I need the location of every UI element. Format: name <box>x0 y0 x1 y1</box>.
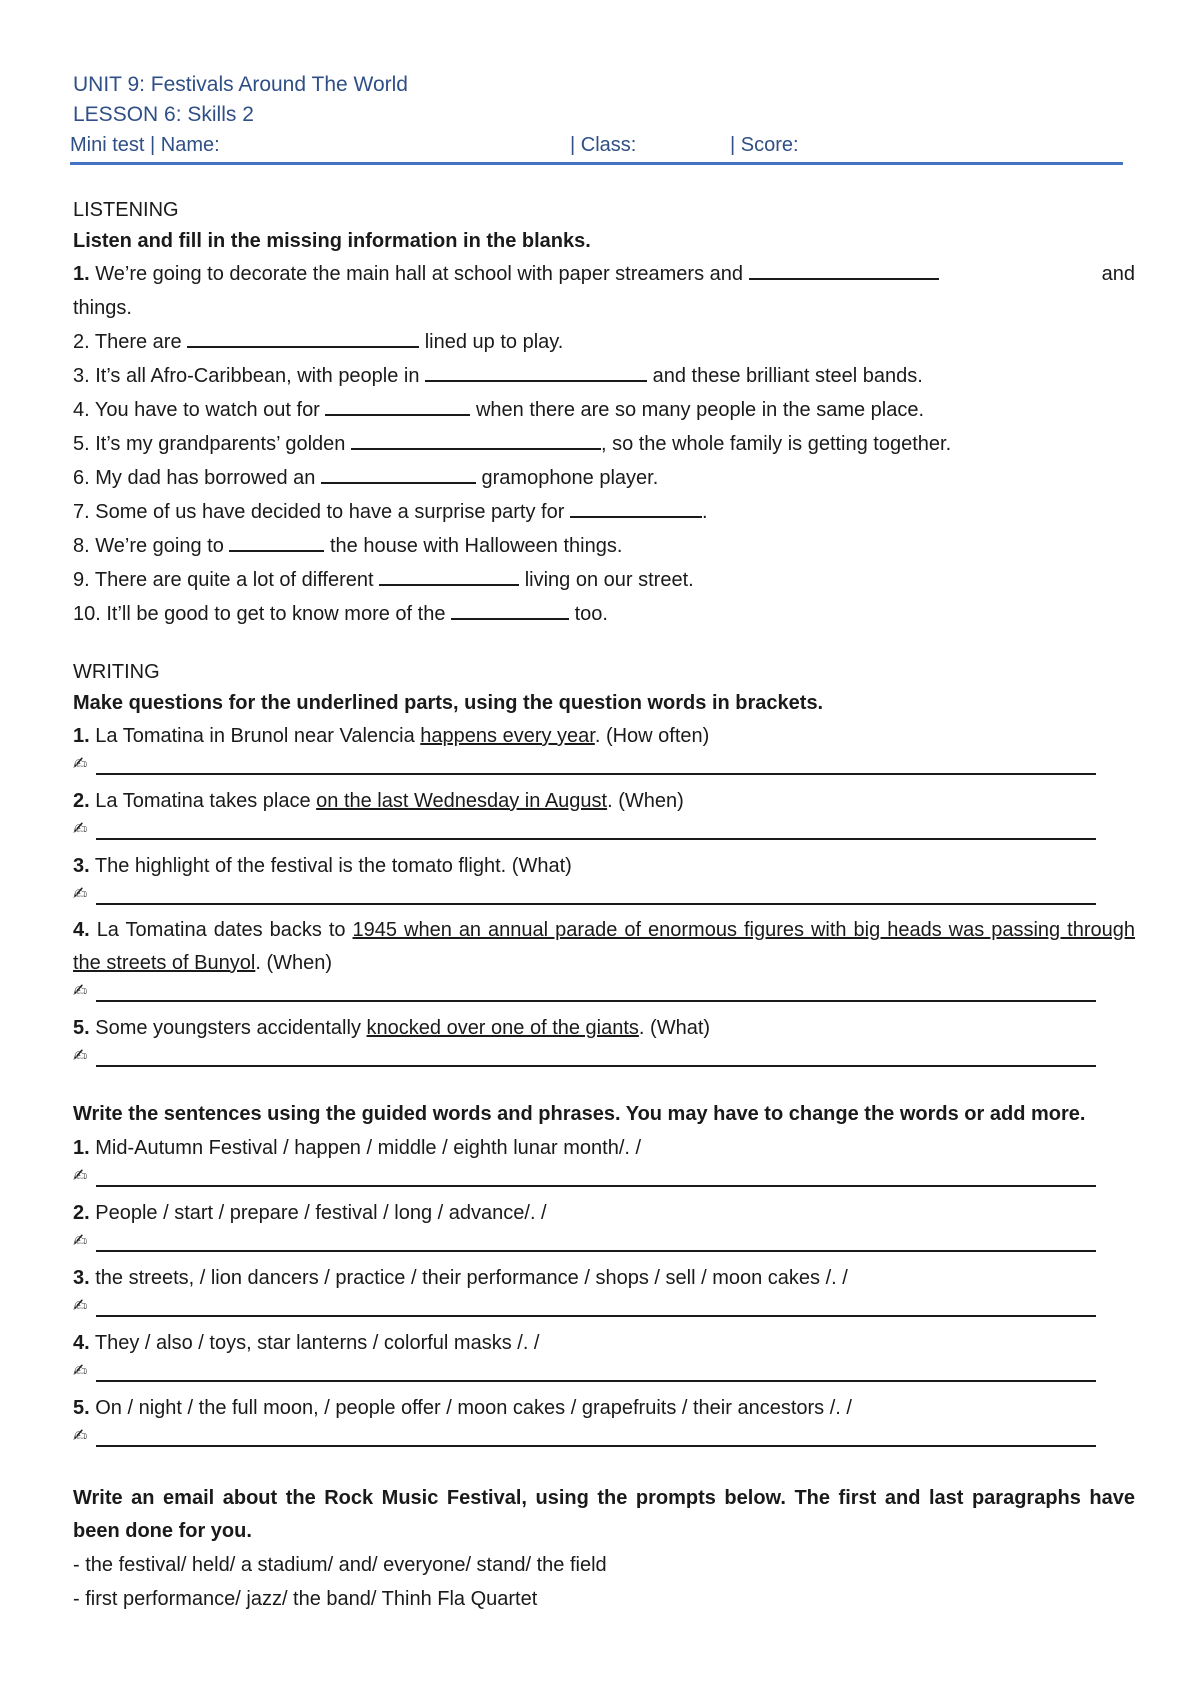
pen-hand-icon: ✍ <box>73 1361 88 1380</box>
answer-blank[interactable] <box>351 430 601 450</box>
answer-line[interactable] <box>73 883 1135 909</box>
writing-title: WRITING <box>73 661 160 683</box>
student-info-row <box>70 130 1123 165</box>
pen-hand-icon: ✍ <box>73 819 88 838</box>
worksheet <box>70 70 1135 1616</box>
sentences-instruction: Write the sentences using the guided words and phrases. You may have to change the words or add more. <box>73 1103 1086 1125</box>
sentence-item-1: 1. Mid-Autumn Festival / happen / middle / eighth lunar month/. / <box>73 1137 642 1159</box>
sentence-item-4: 4. They / also / toys, star lanterns / colorful masks /. / <box>73 1332 540 1354</box>
answer-line[interactable] <box>73 1425 1135 1451</box>
pen-hand-icon: ✍ <box>73 884 88 903</box>
answer-blank[interactable] <box>570 498 702 518</box>
listening-q9: 9. There are quite a lot of different living on our street. <box>73 563 1135 597</box>
answer-blank[interactable] <box>187 328 419 348</box>
answer-blank[interactable] <box>229 532 324 552</box>
email-instruction: Write an email about the Rock Music Festival, using the prompts below. The first and last paragraphs have been done for you. <box>73 1487 1135 1542</box>
listening-q3: 3. It’s all Afro-Caribbean, with people in and these brilliant steel bands. <box>73 359 1135 393</box>
answer-line[interactable] <box>73 1230 1135 1256</box>
listening-q1-cont: things. <box>73 297 132 319</box>
listening-q10: 10. It’ll be good to get to know more of the too. <box>73 597 1135 631</box>
writing-q4: 4. La Tomatina dates backs to 1945 when an annual parade of enormous figures with big heads was passing through the streets of Bunyol. (When) <box>73 919 1135 974</box>
sentence-item-5: 5. On / night / the full moon, / people offer / moon cakes / grapefruits / their ancestors /. / <box>73 1397 852 1419</box>
answer-line[interactable] <box>73 1295 1135 1321</box>
answer-blank[interactable] <box>379 566 519 586</box>
pen-hand-icon: ✍ <box>73 1231 88 1250</box>
answer-line[interactable] <box>73 1045 1135 1071</box>
answer-line[interactable] <box>73 818 1135 844</box>
unit-title: UNIT 9: Festivals Around The World <box>73 73 408 96</box>
sentence-item-2: 2. People / start / prepare / festival / long / advance/. / <box>73 1202 547 1224</box>
answer-line[interactable] <box>73 1360 1135 1386</box>
listening-q5: 5. It’s my grandparents’ golden , so the whole family is getting together. <box>73 427 1135 461</box>
answer-blank[interactable] <box>749 260 939 280</box>
listening-q4: 4. You have to watch out for when there are so many people in the same place. <box>73 393 1135 427</box>
answer-blank[interactable] <box>325 396 470 416</box>
writing-instruction: Make questions for the underlined parts, using the question words in brackets. <box>73 692 824 714</box>
writing-q3: 3. The highlight of the festival is the tomato flight. (What) <box>73 855 572 877</box>
pen-hand-icon: ✍ <box>73 1426 88 1445</box>
lesson-title: LESSON 6: Skills 2 <box>73 103 254 126</box>
sentence-item-3: 3. the streets, / lion dancers / practice / their performance / shops / sell / moon cakes /. / <box>73 1267 848 1289</box>
score-label: | Score: <box>730 134 799 156</box>
email-prompt-2: - first performance/ jazz/ the band/ Thinh Fla Quartet <box>73 1588 538 1610</box>
name-label: Mini test | Name: <box>70 134 220 156</box>
pen-hand-icon: ✍ <box>73 981 88 1000</box>
writing-q2: 2. La Tomatina takes place on the last Wednesday in August. (When) <box>73 790 684 812</box>
answer-blank[interactable] <box>425 362 647 382</box>
listening-instruction: Listen and fill in the missing information in the blanks. <box>73 230 591 252</box>
writing-q1: 1. La Tomatina in Brunol near Valencia happens every year. (How often) <box>73 725 710 747</box>
answer-line[interactable] <box>73 980 1135 1006</box>
pen-hand-icon: ✍ <box>73 1166 88 1185</box>
listening-title: LISTENING <box>73 199 179 221</box>
class-label: | Class: <box>570 134 637 156</box>
listening-q1: 1. We’re going to decorate the main hall at school with paper streamers and and <box>73 257 1135 291</box>
answer-blank[interactable] <box>451 600 569 620</box>
answer-line[interactable] <box>73 1165 1135 1191</box>
writing-q5: 5. Some youngsters accidentally knocked over one of the giants. (What) <box>73 1017 711 1039</box>
listening-q7: 7. Some of us have decided to have a surprise party for . <box>73 495 1135 529</box>
pen-hand-icon: ✍ <box>73 1046 88 1065</box>
pen-hand-icon: ✍ <box>73 1296 88 1315</box>
listening-q2: 2. There are lined up to play. <box>73 325 1135 359</box>
pen-hand-icon: ✍ <box>73 754 88 773</box>
listening-q6: 6. My dad has borrowed an gramophone player. <box>73 461 1135 495</box>
email-prompt-1: - the festival/ held/ a stadium/ and/ everyone/ stand/ the field <box>73 1554 607 1576</box>
answer-line[interactable] <box>73 753 1135 779</box>
listening-q8: 8. We’re going to the house with Halloween things. <box>73 529 1135 563</box>
answer-blank[interactable] <box>321 464 476 484</box>
